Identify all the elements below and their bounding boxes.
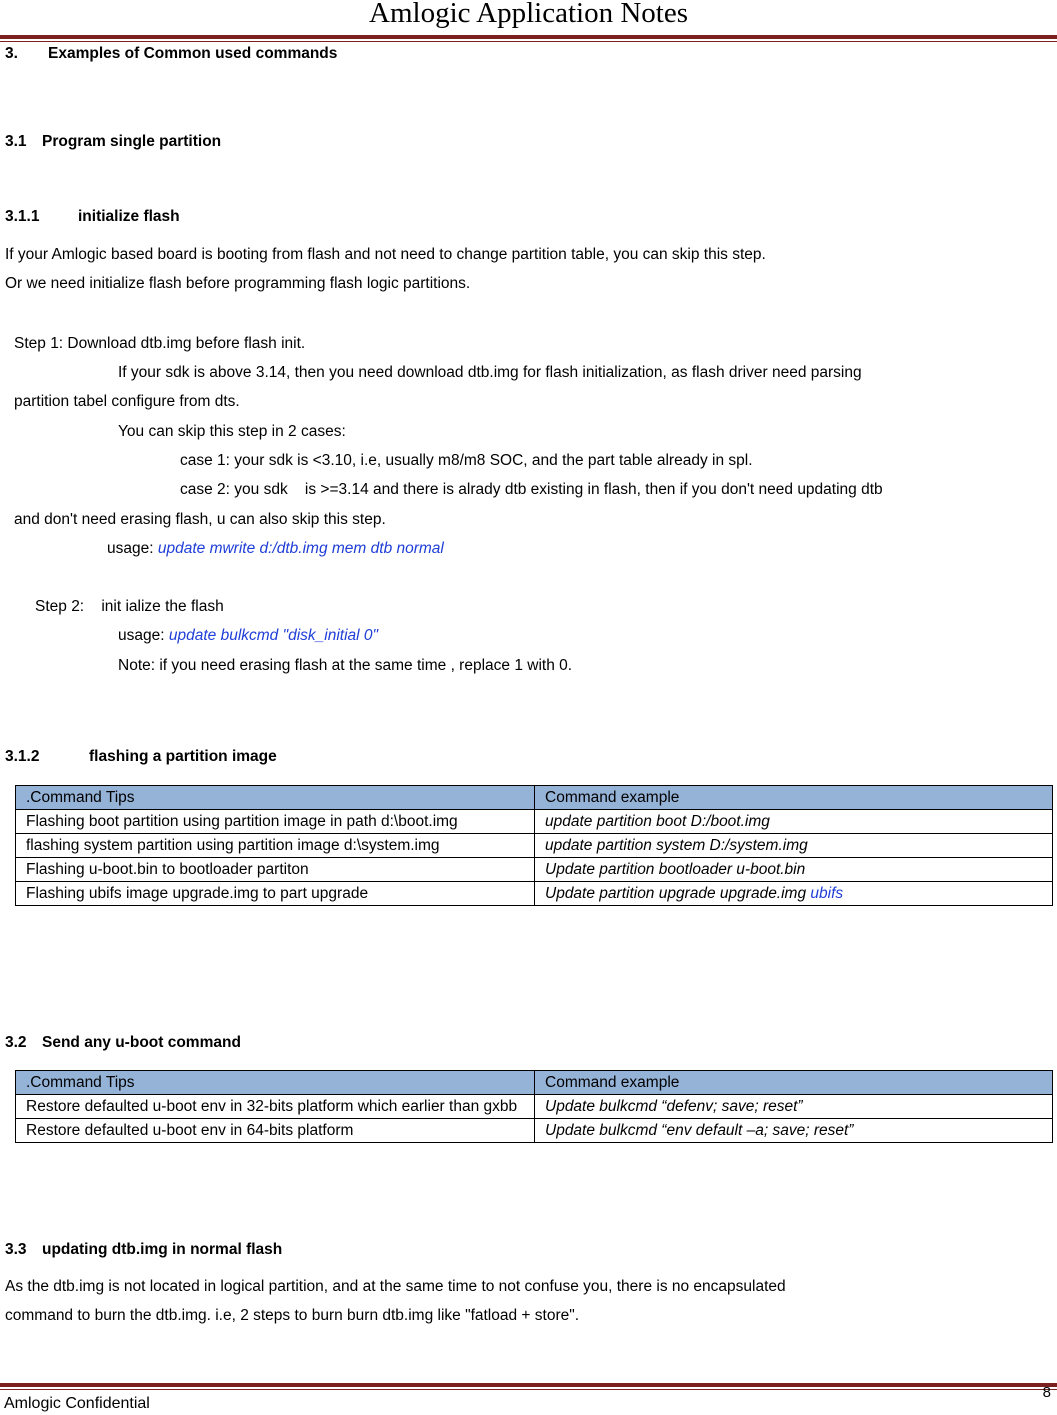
table-row — [16, 810, 1053, 834]
table-row — [16, 858, 1053, 882]
header-rule-thin — [0, 41, 1057, 42]
table-cell-tip: Restore defaulted u-boot env in 32-bits platform which earlier than gxbb — [16, 1095, 535, 1119]
command-extra: ubifs — [810, 885, 844, 902]
command-text: Update partition upgrade upgrade.img — [545, 885, 811, 902]
section-3-1-number: 3.1 — [5, 133, 27, 150]
section-3-1-1-number: 3.1.1 — [5, 208, 40, 225]
section-3-1-title: Program single partition — [42, 133, 222, 150]
section-3-1-2-number: 3.1.2 — [5, 748, 40, 765]
section-3-3-title: updating dtb.img in normal flash — [42, 1241, 283, 1258]
step-1-skip-cases: You can skip this step in 2 cases: — [118, 423, 346, 440]
section-3-title: Examples of Common used commands — [48, 45, 338, 62]
case-2-text-cont: and don't need erasing flash, u can also skip this step. — [14, 511, 386, 528]
table-cell-tip: flashing system partition using partition image d:\system.img — [16, 834, 535, 858]
case-2-text: case 2: you sdk is >=3.14 and there is alrady dtb existing in flash, then if you don't need updating dtb — [180, 481, 883, 498]
footer-rule-thick — [0, 1383, 1057, 1387]
paragraph-dtb-line1: As the dtb.img is not located in logical partition, and at the same time to not confuse you, there is no encapsulated — [5, 1278, 786, 1295]
step-2-text: Step 2: init ialize the flash — [35, 598, 224, 615]
note-text: Note: if you need erasing flash at the same time , replace 1 with 0. — [118, 657, 573, 674]
uboot-commands-table — [15, 1070, 1053, 1143]
table-cell-command — [535, 882, 1053, 906]
table-cell-command: update partition boot D:/boot.img — [535, 810, 1053, 834]
table-header-row — [16, 786, 1053, 810]
table-cell-command: update partition system D:/system.img — [535, 834, 1053, 858]
table-row — [16, 1119, 1053, 1143]
table-header-row — [16, 1071, 1053, 1095]
table-header-tips: .Command Tips — [16, 1071, 535, 1095]
usage-2-line — [118, 627, 378, 645]
footer-confidential: Amlogic Confidential — [4, 1395, 150, 1412]
usage-1-label: usage: — [107, 540, 158, 557]
footer-rule-thin — [0, 1389, 1057, 1390]
page-header-title: Amlogic Application Notes — [369, 0, 688, 29]
table-cell-tip: Flashing u-boot.bin to bootloader partiton — [16, 858, 535, 882]
paragraph-intro-2: Or we need initialize flash before programming flash logic partitions. — [5, 275, 471, 292]
table-cell-command: Update partition bootloader u-boot.bin — [535, 858, 1053, 882]
usage-2-command: update bulkcmd "disk_initial 0" — [168, 627, 379, 644]
paragraph-intro-1: If your Amlogic based board is booting from flash and not need to change partition table, you can skip this step. — [5, 246, 766, 263]
section-3-1-1-title: initialize flash — [78, 208, 180, 225]
header-rule-thick — [0, 35, 1057, 39]
table-row — [16, 882, 1053, 906]
table-header-example: Command example — [535, 1071, 1053, 1095]
table-cell-tip: Flashing ubifs image upgrade.img to part upgrade — [16, 882, 535, 906]
table-header-tips: .Command Tips — [16, 786, 535, 810]
paragraph-dtb-line2: command to burn the dtb.img. i.e, 2 steps to burn burn dtb.img like "fatload + store". — [5, 1307, 580, 1324]
table-row — [16, 834, 1053, 858]
usage-1-line — [107, 540, 444, 558]
partition-commands-table — [15, 785, 1053, 906]
table-cell-tip: Flashing boot partition using partition image in path d:\boot.img — [16, 810, 535, 834]
table-cell-command: Update bulkcmd “defenv; save; reset” — [535, 1095, 1053, 1119]
page-number: 8 — [1042, 1384, 1051, 1401]
step-1-detail-line1: If your sdk is above 3.14, then you need download dtb.img for flash initialization, as flash driver need parsing — [118, 364, 862, 381]
table-row — [16, 1095, 1053, 1119]
table-cell-command: Update bulkcmd “env default –a; save; reset” — [535, 1119, 1053, 1143]
section-3-number: 3. — [5, 45, 18, 62]
section-3-3-number: 3.3 — [5, 1241, 27, 1258]
section-3-2-title: Send any u-boot command — [42, 1034, 241, 1051]
usage-1-command: update mwrite d:/dtb.img mem dtb normal — [157, 540, 444, 557]
section-3-1-2-title: flashing a partition image — [89, 748, 277, 765]
case-1-text: case 1: your sdk is <3.10, i.e, usually m8/m8 SOC, and the part table already in spl. — [180, 452, 753, 469]
section-3-2-number: 3.2 — [5, 1034, 27, 1051]
step-1-detail-line2: partition tabel configure from dts. — [14, 393, 240, 410]
table-cell-tip: Restore defaulted u-boot env in 64-bits platform — [16, 1119, 535, 1143]
table-header-example: Command example — [535, 786, 1053, 810]
step-1-text: Step 1: Download dtb.img before flash init. — [14, 335, 306, 352]
usage-2-label: usage: — [118, 627, 169, 644]
